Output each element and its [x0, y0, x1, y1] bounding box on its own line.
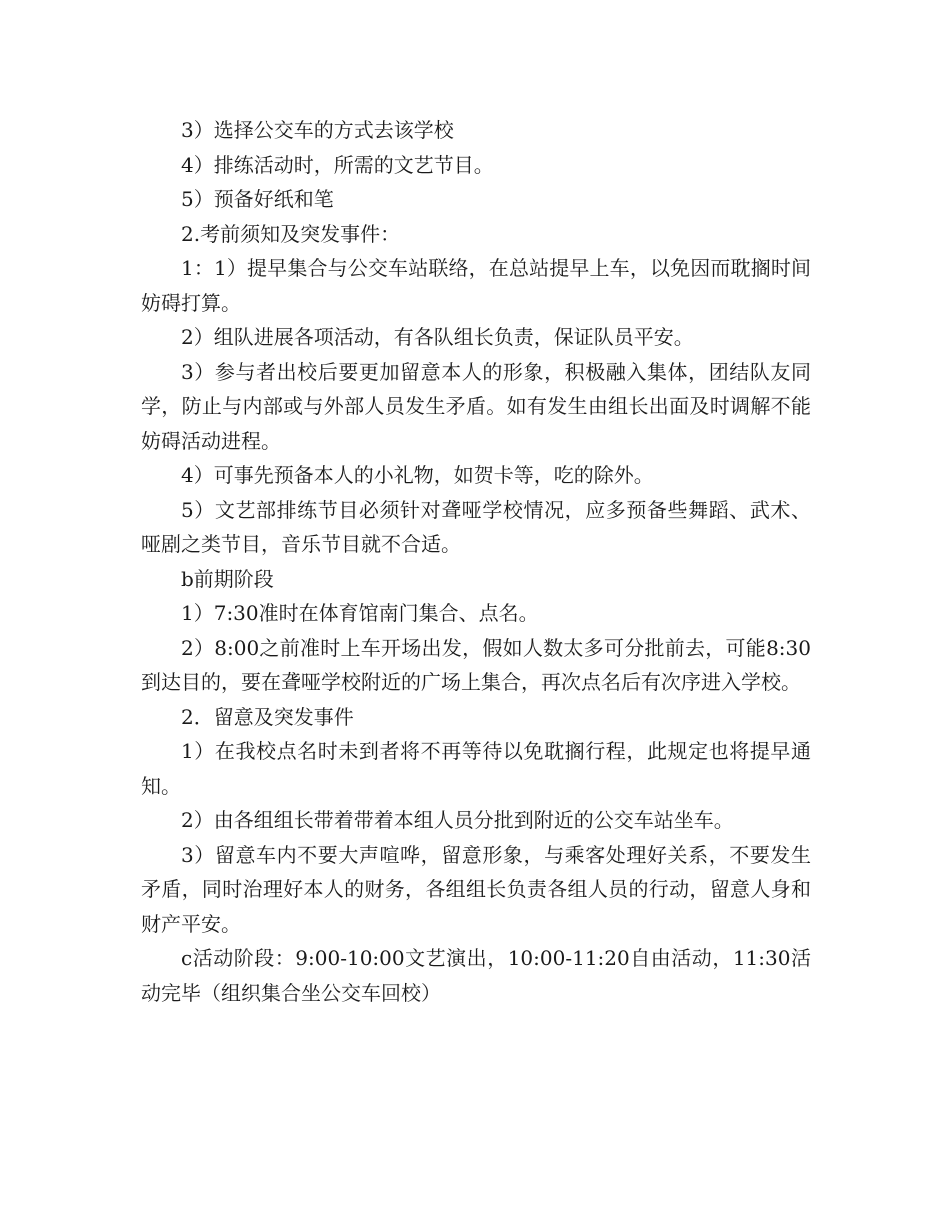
paragraph: 3）留意车内不要大声喧哗，留意形象，与乘客处理好关系，不要发生矛盾，同时治理好本人的财务，各组组长负责各组人员的行动，留意人身和财产平安。	[141, 842, 811, 936]
section-heading: 2．留意及突发事件	[181, 704, 354, 729]
paragraph: 3）选择公交车的方式去该学校	[181, 118, 454, 142]
section-heading: 2.考前须知及突发事件：	[181, 221, 401, 246]
paragraph: 1）7:30准时在体育馆南门集合、点名。	[181, 601, 539, 625]
paragraph: 5）文艺部排练节目必须针对聋哑学校情况，应多预备些舞蹈、武术、哑剧之类节目，音乐节目就不合适。	[141, 497, 811, 556]
section-heading: b前期阶段	[181, 566, 274, 591]
document-body	[141, 113, 811, 1010]
paragraph: 4）排练活动时，所需的文艺节目。	[181, 152, 494, 177]
paragraph: 3）参与者出校后要更加留意本人的形象，积极融入集体，团结队友同学，防止与内部或与外部人员发生矛盾。如有发生由组长出面及时调解不能妨碍活动进程。	[141, 359, 811, 453]
paragraph: 2）组队进展各项活动，有各队组长负责，保证队员平安。	[181, 325, 694, 349]
paragraph: c活动阶段：9:00-10:00文艺演出，10:00-11:20自由活动，11:30活动完毕（组织集合坐公交车回校）	[141, 946, 811, 1005]
paragraph: 1）在我校点名时未到者将不再等待以免耽搁行程，此规定也将提早通知。	[141, 739, 811, 798]
paragraph: 4）可事先预备本人的小礼物，如贺卡等，吃的除外。	[181, 463, 654, 487]
paragraph: 2）8:00之前准时上车开场出发，假如人数太多可分批前去，可能8:30到达目的，要在聋哑学校附近的广场上集合，再次点名后有次序进入学校。	[141, 635, 811, 694]
paragraph: 2）由各组组长带着带着本组人员分批到附近的公交车站坐车。	[181, 808, 734, 832]
paragraph: 1：1）提早集合与公交车站联络，在总站提早上车，以免因而耽搁时间妨碍打算。	[141, 256, 811, 315]
paragraph: 5）预备好纸和笔	[181, 187, 334, 211]
